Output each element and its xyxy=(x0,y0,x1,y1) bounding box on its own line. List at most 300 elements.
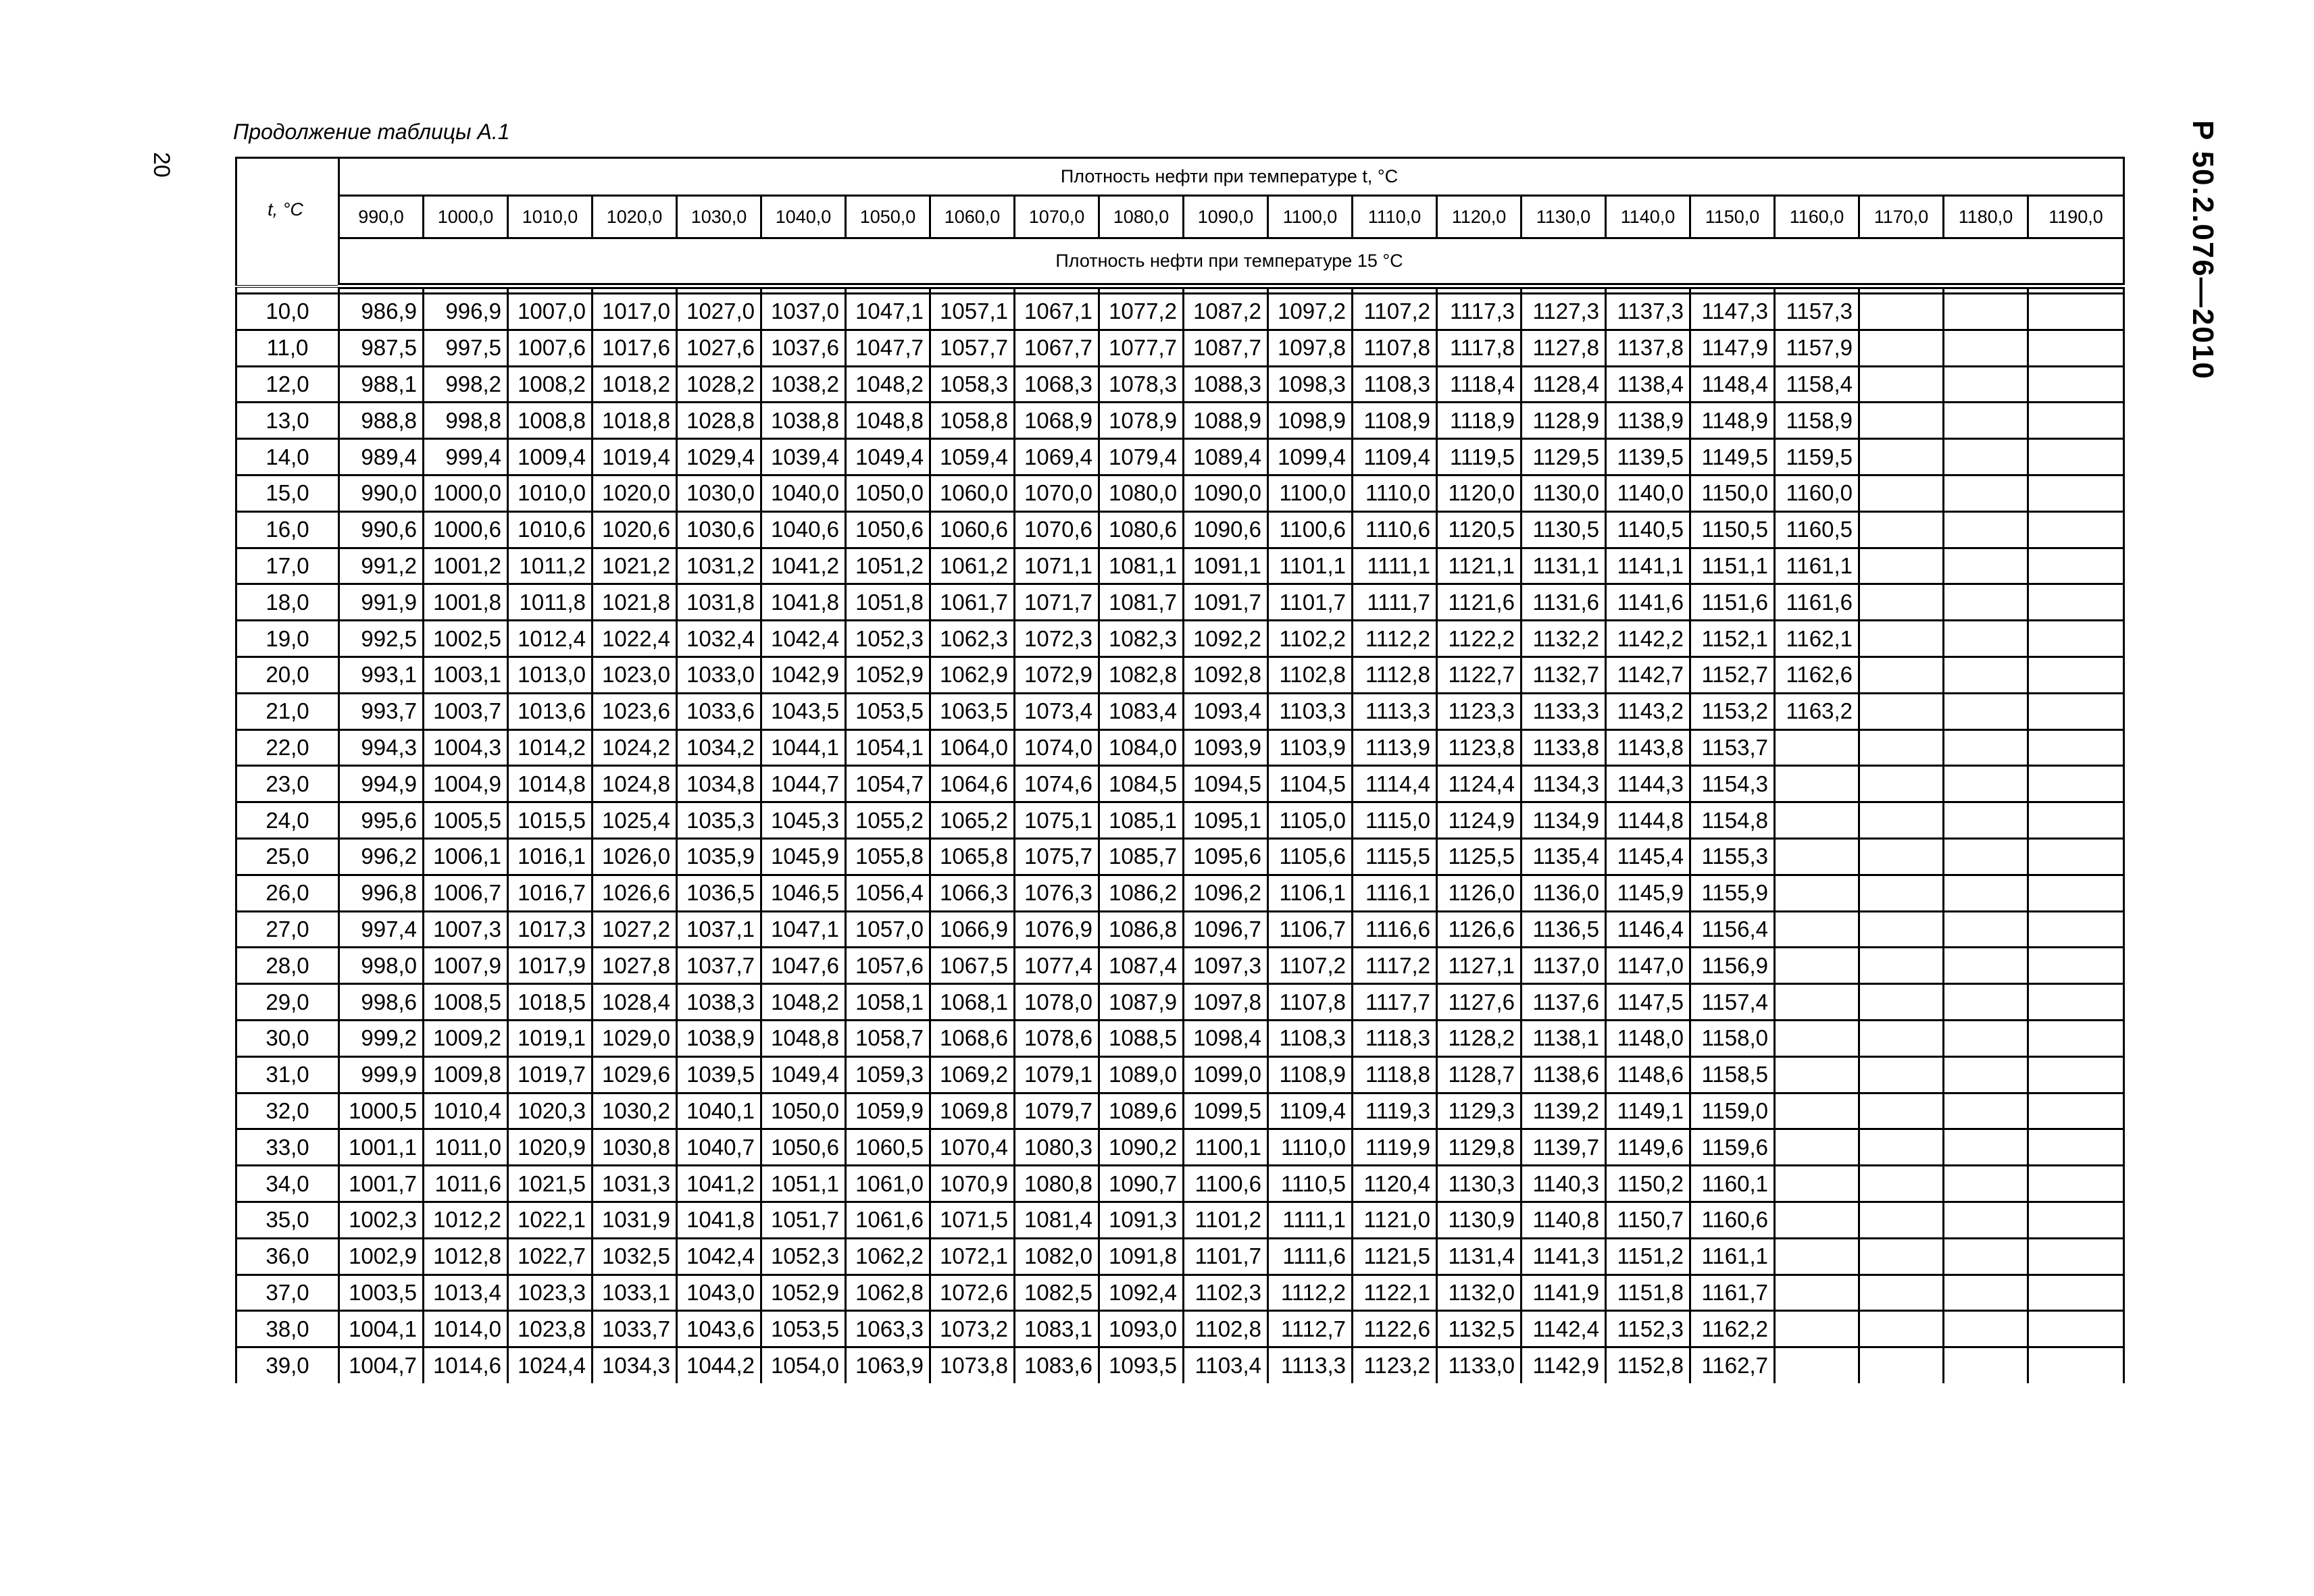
column-header: 1020,0 xyxy=(593,196,677,238)
density-cell: 1080,6 xyxy=(1099,511,1184,548)
column-header: 1030,0 xyxy=(677,196,761,238)
density-cell: 1047,6 xyxy=(761,948,846,984)
density-cell: 1021,8 xyxy=(593,584,677,621)
density-cell: 1136,0 xyxy=(1521,875,1606,911)
density-cell: 1022,4 xyxy=(593,621,677,657)
column-header: 1000,0 xyxy=(424,196,508,238)
column-header: 1060,0 xyxy=(930,196,1015,238)
density-cell: 1123,3 xyxy=(1437,693,1521,729)
density-cell: 1069,8 xyxy=(930,1093,1015,1129)
density-cell: 1076,3 xyxy=(1015,875,1099,911)
density-cell: 1070,0 xyxy=(1015,475,1099,511)
density-cell: 1147,9 xyxy=(1690,330,1775,366)
density-cell xyxy=(1775,1347,1859,1384)
table-row xyxy=(236,1056,2124,1093)
density-cell xyxy=(2028,693,2124,729)
density-cell xyxy=(1944,1275,2028,1311)
density-cell: 1158,4 xyxy=(1775,366,1859,403)
density-cell: 1041,8 xyxy=(761,584,846,621)
density-cell: 1087,7 xyxy=(1184,330,1268,366)
density-cell: 1133,8 xyxy=(1521,729,1606,766)
density-cell: 1139,5 xyxy=(1606,439,1690,475)
table-row xyxy=(236,1129,2124,1166)
density-cell: 1073,2 xyxy=(930,1311,1015,1347)
density-cell xyxy=(1775,1093,1859,1129)
density-cell: 1052,9 xyxy=(761,1275,846,1311)
density-cell: 1160,6 xyxy=(1690,1202,1775,1238)
density-cell: 1021,5 xyxy=(508,1166,593,1202)
density-cell: 1159,5 xyxy=(1775,439,1859,475)
density-cell xyxy=(1775,1129,1859,1166)
density-cell: 1044,2 xyxy=(677,1347,761,1384)
density-cell xyxy=(1775,875,1859,911)
density-cell xyxy=(1859,1275,1944,1311)
density-cell: 1152,8 xyxy=(1606,1347,1690,1384)
density-cell: 1012,8 xyxy=(424,1238,508,1275)
table-row xyxy=(236,802,2124,839)
density-cell: 1138,6 xyxy=(1521,1056,1606,1093)
density-cell: 1018,8 xyxy=(593,403,677,439)
density-cell: 1084,5 xyxy=(1099,766,1184,802)
density-cell: 1138,1 xyxy=(1521,1020,1606,1056)
density-cell: 995,6 xyxy=(339,802,424,839)
density-cell xyxy=(2028,294,2124,330)
density-cell: 1040,6 xyxy=(761,511,846,548)
density-cell: 1079,1 xyxy=(1015,1056,1099,1093)
density-cell: 1155,3 xyxy=(1690,838,1775,875)
density-cell: 1134,9 xyxy=(1521,802,1606,839)
density-cell: 1082,0 xyxy=(1015,1238,1099,1275)
density-cell: 1033,0 xyxy=(677,657,761,693)
density-cell: 1106,7 xyxy=(1268,911,1353,948)
table-row xyxy=(236,439,2124,475)
band-header-bottom: Плотность нефти при температуре 15 °С xyxy=(339,238,2124,286)
density-cell: 1118,3 xyxy=(1353,1020,1437,1056)
density-cell: 1091,1 xyxy=(1184,548,1268,584)
density-cell: 1088,3 xyxy=(1184,366,1268,403)
density-cell: 1075,7 xyxy=(1015,838,1099,875)
density-cell: 1135,4 xyxy=(1521,838,1606,875)
density-cell: 1042,9 xyxy=(761,657,846,693)
density-cell: 1125,5 xyxy=(1437,838,1521,875)
density-cell: 1096,2 xyxy=(1184,875,1268,911)
density-cell: 1021,2 xyxy=(593,548,677,584)
temperature-cell: 16,0 xyxy=(236,511,339,548)
density-cell: 1118,4 xyxy=(1437,366,1521,403)
density-cell: 1161,7 xyxy=(1690,1275,1775,1311)
density-cell: 1071,1 xyxy=(1015,548,1099,584)
density-cell: 1157,9 xyxy=(1775,330,1859,366)
density-cell xyxy=(1944,657,2028,693)
density-cell: 1095,1 xyxy=(1184,802,1268,839)
column-header: 1110,0 xyxy=(1353,196,1437,238)
density-cell: 1014,0 xyxy=(424,1311,508,1347)
density-cell: 1077,2 xyxy=(1099,294,1184,330)
density-cell: 1027,6 xyxy=(677,330,761,366)
density-cell: 1068,3 xyxy=(1015,366,1099,403)
column-header: 1140,0 xyxy=(1606,196,1690,238)
density-cell xyxy=(1859,1347,1944,1384)
spacer-row xyxy=(236,286,2124,294)
density-cell: 1043,0 xyxy=(677,1275,761,1311)
density-cell: 1056,4 xyxy=(846,875,930,911)
column-header: 1010,0 xyxy=(508,196,593,238)
density-cell xyxy=(2028,1202,2124,1238)
density-cell: 1149,5 xyxy=(1690,439,1775,475)
density-cell: 993,7 xyxy=(339,693,424,729)
density-cell: 1089,0 xyxy=(1099,1056,1184,1093)
density-cell: 1098,3 xyxy=(1268,366,1353,403)
density-cell: 991,2 xyxy=(339,548,424,584)
column-header: 1160,0 xyxy=(1775,196,1859,238)
density-cell: 1128,4 xyxy=(1521,366,1606,403)
density-cell: 1102,2 xyxy=(1268,621,1353,657)
table-row xyxy=(236,1311,2124,1347)
density-cell xyxy=(1944,802,2028,839)
density-cell: 1002,9 xyxy=(339,1238,424,1275)
density-cell xyxy=(1859,584,1944,621)
density-cell: 1112,2 xyxy=(1353,621,1437,657)
document-code: Р 50.2.076—2010 xyxy=(2186,120,2219,380)
temperature-cell: 13,0 xyxy=(236,403,339,439)
density-cell: 1120,5 xyxy=(1437,511,1521,548)
density-cell: 1122,2 xyxy=(1437,621,1521,657)
temperature-cell: 32,0 xyxy=(236,1093,339,1129)
density-cell: 1004,3 xyxy=(424,729,508,766)
density-cell: 1107,8 xyxy=(1353,330,1437,366)
density-cell: 1119,9 xyxy=(1353,1129,1437,1166)
density-cell xyxy=(2028,802,2124,839)
density-cell: 987,5 xyxy=(339,330,424,366)
density-cell xyxy=(2028,1275,2124,1311)
density-cell: 1144,3 xyxy=(1606,766,1690,802)
column-header: 1070,0 xyxy=(1015,196,1099,238)
density-cell: 1080,8 xyxy=(1015,1166,1099,1202)
density-cell: 1160,0 xyxy=(1775,475,1859,511)
density-cell: 1007,3 xyxy=(424,911,508,948)
temperature-cell: 35,0 xyxy=(236,1202,339,1238)
density-cell: 1055,8 xyxy=(846,838,930,875)
density-cell: 1123,2 xyxy=(1353,1347,1437,1384)
density-cell: 1147,0 xyxy=(1606,948,1690,984)
density-cell xyxy=(1775,948,1859,984)
density-cell: 1080,0 xyxy=(1099,475,1184,511)
density-cell xyxy=(1859,729,1944,766)
density-cell: 1116,1 xyxy=(1353,875,1437,911)
density-cell xyxy=(1944,439,2028,475)
page-number: 20 xyxy=(149,152,174,178)
temperature-cell: 31,0 xyxy=(236,1056,339,1093)
density-cell xyxy=(1944,403,2028,439)
density-cell xyxy=(1944,693,2028,729)
density-cell: 1091,7 xyxy=(1184,584,1268,621)
density-cell: 1039,5 xyxy=(677,1056,761,1093)
density-cell xyxy=(1775,1166,1859,1202)
density-cell: 1051,7 xyxy=(761,1202,846,1238)
density-cell: 1082,5 xyxy=(1015,1275,1099,1311)
density-cell: 1131,6 xyxy=(1521,584,1606,621)
density-cell: 1087,2 xyxy=(1184,294,1268,330)
density-cell: 1010,4 xyxy=(424,1093,508,1129)
density-cell: 998,6 xyxy=(339,984,424,1021)
density-cell xyxy=(1859,911,1944,948)
density-cell: 1030,0 xyxy=(677,475,761,511)
density-cell: 1017,6 xyxy=(593,330,677,366)
density-cell: 1130,5 xyxy=(1521,511,1606,548)
density-cell: 1122,6 xyxy=(1353,1311,1437,1347)
density-cell: 1147,3 xyxy=(1690,294,1775,330)
density-cell: 1111,7 xyxy=(1353,584,1437,621)
density-cell: 1003,7 xyxy=(424,693,508,729)
density-cell: 1033,7 xyxy=(593,1311,677,1347)
density-cell: 988,8 xyxy=(339,403,424,439)
density-cell: 1041,8 xyxy=(677,1202,761,1238)
density-cell: 1059,4 xyxy=(930,439,1015,475)
density-cell: 1086,8 xyxy=(1099,911,1184,948)
density-cell: 1088,9 xyxy=(1184,403,1268,439)
density-cell: 1083,4 xyxy=(1099,693,1184,729)
density-cell: 1147,5 xyxy=(1606,984,1690,1021)
density-cell: 1122,7 xyxy=(1437,657,1521,693)
density-cell: 1148,0 xyxy=(1606,1020,1690,1056)
density-cell: 1130,9 xyxy=(1437,1202,1521,1238)
density-cell: 1013,0 xyxy=(508,657,593,693)
density-cell: 1055,2 xyxy=(846,802,930,839)
density-cell: 1044,1 xyxy=(761,729,846,766)
density-cell: 1028,8 xyxy=(677,403,761,439)
density-cell: 1150,7 xyxy=(1606,1202,1690,1238)
density-cell: 1031,3 xyxy=(593,1166,677,1202)
density-cell: 1139,2 xyxy=(1521,1093,1606,1129)
density-cell: 1118,9 xyxy=(1437,403,1521,439)
density-cell: 1073,8 xyxy=(930,1347,1015,1384)
density-cell xyxy=(1944,366,2028,403)
density-cell: 1082,8 xyxy=(1099,657,1184,693)
density-cell: 1151,2 xyxy=(1606,1238,1690,1275)
density-cell: 1120,4 xyxy=(1353,1166,1437,1202)
density-cell: 1152,7 xyxy=(1690,657,1775,693)
density-cell: 1161,1 xyxy=(1775,548,1859,584)
temperature-cell: 11,0 xyxy=(236,330,339,366)
density-cell: 1012,2 xyxy=(424,1202,508,1238)
density-cell: 1062,3 xyxy=(930,621,1015,657)
density-cell: 996,2 xyxy=(339,838,424,875)
density-cell: 1133,3 xyxy=(1521,693,1606,729)
density-cell: 1152,3 xyxy=(1606,1311,1690,1347)
density-cell: 1051,8 xyxy=(846,584,930,621)
density-cell: 1081,7 xyxy=(1099,584,1184,621)
density-cell: 1126,6 xyxy=(1437,911,1521,948)
density-cell: 1089,6 xyxy=(1099,1093,1184,1129)
density-cell: 1049,4 xyxy=(846,439,930,475)
density-cell: 999,9 xyxy=(339,1056,424,1093)
density-cell: 1025,4 xyxy=(593,802,677,839)
density-cell: 1049,4 xyxy=(761,1056,846,1093)
density-cell: 1130,0 xyxy=(1521,475,1606,511)
density-cell: 1054,1 xyxy=(846,729,930,766)
density-cell: 1097,2 xyxy=(1268,294,1353,330)
density-cell xyxy=(1859,621,1944,657)
density-cell: 1150,5 xyxy=(1690,511,1775,548)
density-cell: 1103,9 xyxy=(1268,729,1353,766)
density-cell: 1082,3 xyxy=(1099,621,1184,657)
density-cell: 1057,7 xyxy=(930,330,1015,366)
density-cell xyxy=(1944,511,2028,548)
density-cell: 1111,6 xyxy=(1268,1238,1353,1275)
density-cell xyxy=(1859,330,1944,366)
density-cell: 1091,3 xyxy=(1099,1202,1184,1238)
density-cell: 1141,9 xyxy=(1521,1275,1606,1311)
density-cell: 1092,2 xyxy=(1184,621,1268,657)
density-cell xyxy=(1944,766,2028,802)
density-cell: 1016,7 xyxy=(508,875,593,911)
density-cell xyxy=(1859,693,1944,729)
density-cell: 1141,3 xyxy=(1521,1238,1606,1275)
density-cell: 1128,9 xyxy=(1521,403,1606,439)
density-cell: 1098,4 xyxy=(1184,1020,1268,1056)
density-cell: 1126,0 xyxy=(1437,875,1521,911)
density-cell: 1024,4 xyxy=(508,1347,593,1384)
density-cell: 1140,5 xyxy=(1606,511,1690,548)
density-cell xyxy=(1944,1166,2028,1202)
density-cell: 1074,0 xyxy=(1015,729,1099,766)
density-cell: 1060,6 xyxy=(930,511,1015,548)
density-cell: 1129,5 xyxy=(1521,439,1606,475)
density-cell: 1070,9 xyxy=(930,1166,1015,1202)
table-row xyxy=(236,511,2124,548)
density-cell xyxy=(1775,729,1859,766)
density-cell: 1058,3 xyxy=(930,366,1015,403)
density-cell: 1096,7 xyxy=(1184,911,1268,948)
density-cell: 997,5 xyxy=(424,330,508,366)
temperature-cell: 27,0 xyxy=(236,911,339,948)
density-cell: 1023,0 xyxy=(593,657,677,693)
density-cell: 1001,8 xyxy=(424,584,508,621)
density-cell: 1030,2 xyxy=(593,1093,677,1129)
density-cell: 1087,4 xyxy=(1099,948,1184,984)
density-cell xyxy=(1859,1238,1944,1275)
density-cell xyxy=(1775,1238,1859,1275)
density-cell xyxy=(2028,439,2124,475)
column-header: 1090,0 xyxy=(1184,196,1268,238)
density-cell: 1008,5 xyxy=(424,984,508,1021)
density-cell: 1064,6 xyxy=(930,766,1015,802)
density-cell xyxy=(2028,948,2124,984)
density-cell: 1132,0 xyxy=(1437,1275,1521,1311)
density-cell: 989,4 xyxy=(339,439,424,475)
density-cell xyxy=(1944,875,2028,911)
density-cell: 1007,9 xyxy=(424,948,508,984)
density-cell xyxy=(1944,1129,2028,1166)
density-cell: 1068,6 xyxy=(930,1020,1015,1056)
density-cell: 1017,9 xyxy=(508,948,593,984)
density-cell: 1108,3 xyxy=(1353,366,1437,403)
temperature-cell: 33,0 xyxy=(236,1129,339,1166)
density-cell: 1100,6 xyxy=(1184,1166,1268,1202)
density-cell: 1051,1 xyxy=(761,1166,846,1202)
density-cell: 1019,1 xyxy=(508,1020,593,1056)
density-cell: 1047,1 xyxy=(761,911,846,948)
density-cell: 1011,8 xyxy=(508,584,593,621)
table-row xyxy=(236,984,2124,1021)
density-cell: 1027,0 xyxy=(677,294,761,330)
density-cell: 1038,9 xyxy=(677,1020,761,1056)
density-cell: 1047,1 xyxy=(846,294,930,330)
density-cell: 1063,3 xyxy=(846,1311,930,1347)
density-cell xyxy=(1859,657,1944,693)
density-cell: 1037,6 xyxy=(761,330,846,366)
density-cell: 1110,0 xyxy=(1353,475,1437,511)
column-header: 990,0 xyxy=(339,196,424,238)
density-cell: 1137,3 xyxy=(1606,294,1690,330)
density-cell: 1023,3 xyxy=(508,1275,593,1311)
density-cell: 1030,8 xyxy=(593,1129,677,1166)
density-cell: 1060,0 xyxy=(930,475,1015,511)
density-cell: 1040,0 xyxy=(761,475,846,511)
temperature-cell: 26,0 xyxy=(236,875,339,911)
density-cell: 1078,0 xyxy=(1015,984,1099,1021)
density-cell xyxy=(1859,403,1944,439)
table-row xyxy=(236,1238,2124,1275)
density-cell: 1092,8 xyxy=(1184,657,1268,693)
density-cell: 1121,5 xyxy=(1353,1238,1437,1275)
density-cell: 1112,8 xyxy=(1353,657,1437,693)
density-cell xyxy=(2028,1020,2124,1056)
density-cell: 1155,9 xyxy=(1690,875,1775,911)
density-cell: 1058,1 xyxy=(846,984,930,1021)
density-cell: 1142,9 xyxy=(1521,1347,1606,1384)
density-cell: 1051,2 xyxy=(846,548,930,584)
density-cell xyxy=(1944,330,2028,366)
column-header: 1100,0 xyxy=(1268,196,1353,238)
density-cell: 991,9 xyxy=(339,584,424,621)
table-row xyxy=(236,1020,2124,1056)
density-cell: 1101,7 xyxy=(1268,584,1353,621)
density-cell xyxy=(1859,1020,1944,1056)
density-cell: 1070,6 xyxy=(1015,511,1099,548)
density-cell: 1085,1 xyxy=(1099,802,1184,839)
table-row xyxy=(236,403,2124,439)
density-cell: 1041,2 xyxy=(677,1166,761,1202)
density-cell xyxy=(1944,584,2028,621)
density-cell: 1138,9 xyxy=(1606,403,1690,439)
density-cell: 1157,3 xyxy=(1775,294,1859,330)
density-cell: 1039,4 xyxy=(761,439,846,475)
density-cell xyxy=(1859,1129,1944,1166)
density-cell xyxy=(1944,294,2028,330)
density-cell: 990,0 xyxy=(339,475,424,511)
density-cell: 994,3 xyxy=(339,729,424,766)
table-row xyxy=(236,1275,2124,1311)
density-cell: 1101,7 xyxy=(1184,1238,1268,1275)
density-cell xyxy=(1944,548,2028,584)
table-row xyxy=(236,1347,2124,1384)
density-cell: 1032,5 xyxy=(593,1238,677,1275)
density-cell xyxy=(2028,766,2124,802)
temperature-cell: 38,0 xyxy=(236,1311,339,1347)
temperature-cell: 17,0 xyxy=(236,548,339,584)
density-cell: 1150,2 xyxy=(1606,1166,1690,1202)
density-cell: 1071,5 xyxy=(930,1202,1015,1238)
density-cell: 1042,4 xyxy=(761,621,846,657)
density-cell xyxy=(1859,802,1944,839)
density-cell: 1009,2 xyxy=(424,1020,508,1056)
density-cell: 1004,1 xyxy=(339,1311,424,1347)
density-cell xyxy=(1859,1311,1944,1347)
density-cell xyxy=(1859,475,1944,511)
density-cell: 1020,9 xyxy=(508,1129,593,1166)
column-header-row xyxy=(236,196,2124,238)
